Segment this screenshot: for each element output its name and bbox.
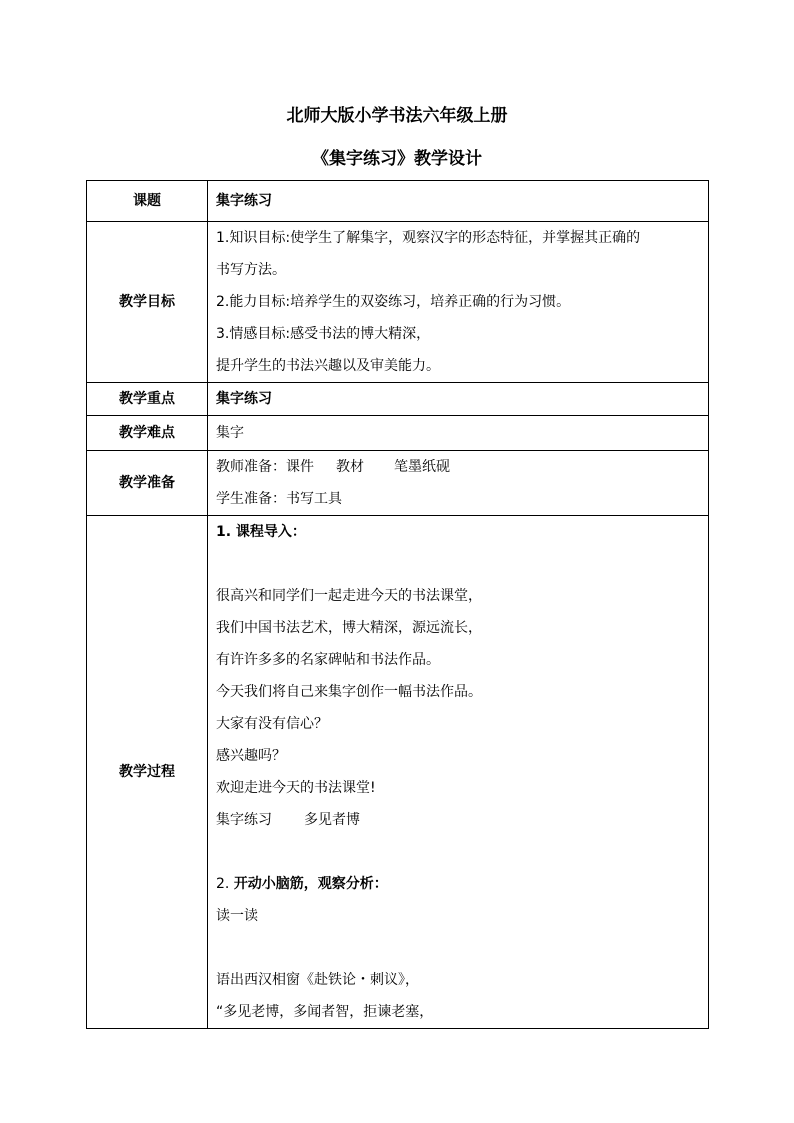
quote-line: 语出西汉相窗《赴铁论・刺议》，: [216, 972, 419, 988]
document-title: 北师大版小学书法六年级上册: [286, 106, 508, 126]
section-2-heading: [216, 868, 700, 900]
process-label: 教学过程: [87, 516, 208, 1029]
objective-line: 书写方法。: [216, 262, 286, 278]
intro-line: 今天我们将自己来集字创作一幅书法作品。: [216, 684, 482, 700]
intro-line: 大家有没有信心？: [216, 716, 328, 732]
process-cell: [208, 516, 709, 1029]
section-2-number: 2.: [216, 876, 230, 892]
difficulty-value: 集字: [208, 416, 709, 451]
intro-line: 我们中国书法艺术，博大精深，源远流长，: [216, 620, 482, 636]
quote-line: “多见老博，多闻者智，拒谏老塞，: [216, 1004, 434, 1020]
table-row-topic: [87, 181, 709, 222]
topic-label: 课题: [87, 181, 208, 222]
motto-line: [216, 804, 700, 836]
table-row-key-point: [87, 383, 709, 416]
read-line: 读一读: [216, 908, 258, 924]
table-row-difficulty: [87, 416, 709, 451]
key-point-label: 教学重点: [87, 383, 208, 416]
objective-line: 1.知识目标:使学生了解集字，观察汉字的形态特征，并掌握其正确的: [216, 230, 641, 246]
student-preparation: 学生准备：书写工具: [216, 491, 342, 507]
objective-line: 3.情感目标:感受书法的博大精深，: [216, 326, 431, 342]
teacher-preparation: [216, 451, 700, 483]
preparation-cell: [208, 451, 709, 516]
intro-line: 欢迎走进今天的书法课堂!: [216, 780, 376, 796]
key-point-value: 集字练习: [208, 383, 709, 416]
difficulty-label: 教学难点: [87, 416, 208, 451]
intro-line: 很高兴和同学们一起走进今天的书法课堂，: [216, 588, 482, 604]
intro-line: 感兴趣吗？: [216, 748, 286, 764]
objective-line: 2.能力目标:培养学生的双姿练习，培养正确的行为习惯。: [216, 294, 571, 310]
teacher-prep-item: 笔墨纸砚: [394, 459, 450, 475]
teacher-prep-item: 教材: [336, 459, 364, 475]
intro-line: 有许许多多的名家碑帖和书法作品。: [216, 652, 440, 668]
lesson-plan-table: [86, 180, 709, 1029]
teacher-prep-item: 教师准备：课件: [216, 459, 314, 475]
objectives-label: 教学目标: [87, 222, 208, 383]
preparation-label: 教学准备: [87, 451, 208, 516]
objectives-cell: [208, 222, 709, 383]
document-subtitle: 《集字练习》教学设计: [312, 149, 482, 169]
section-1-heading: 1. 课程导入：: [216, 524, 306, 540]
table-row-objectives: [87, 222, 709, 383]
motto-item: 集字练习: [216, 812, 272, 828]
section-2-title: 开动小脑筋，观察分析：: [233, 876, 388, 892]
topic-value: 集字练习: [208, 181, 709, 222]
motto-item: 多见者博: [304, 812, 360, 828]
table-row-process: [87, 516, 709, 1029]
table-row-preparation: [87, 451, 709, 516]
objective-line: 提升学生的书法兴趣以及审美能力。: [216, 358, 440, 374]
